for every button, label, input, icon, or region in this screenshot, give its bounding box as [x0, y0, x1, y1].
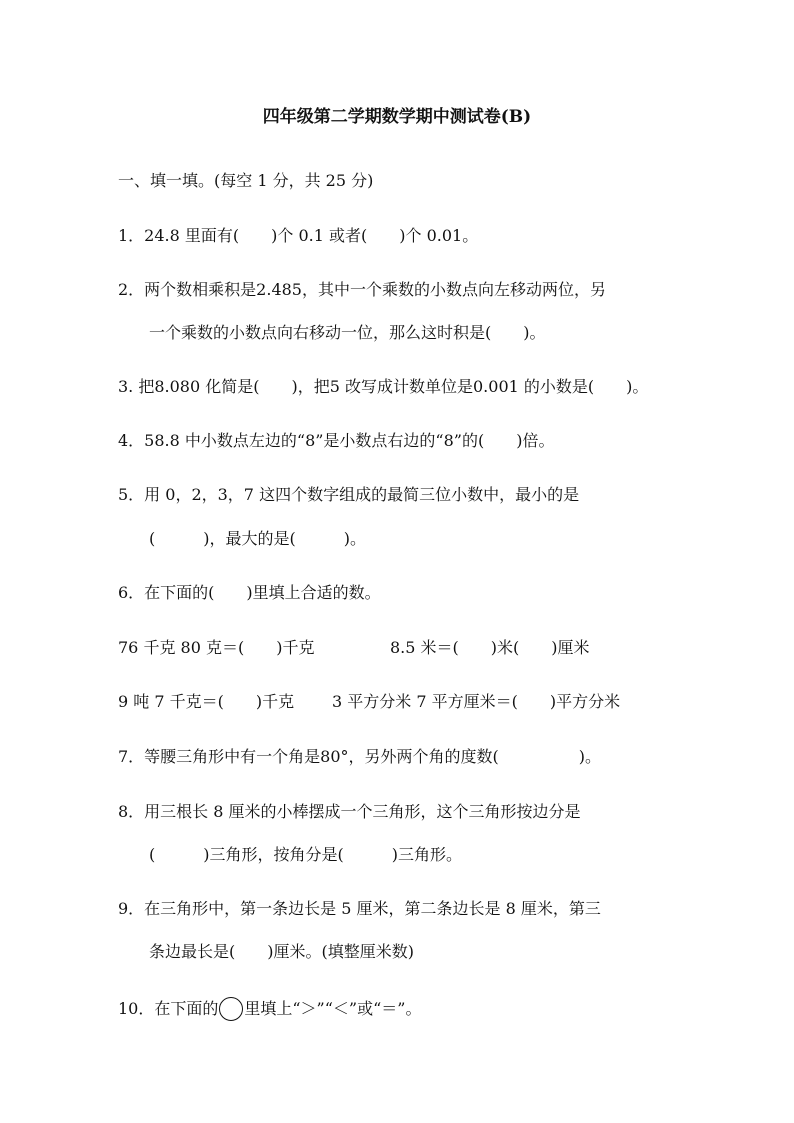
question-6-item-a: 76 千克 80 克＝( )千克: [118, 638, 315, 657]
question-7: 7．等腰三角形中有一个角是80°，另外两个角的度数( )。: [118, 747, 602, 766]
question-2-line-2: 一个乘数的小数点向右移动一位，那么这时积是( )。: [149, 323, 546, 342]
question-5-line-1: 5．用 0，2，3，7 这四个数字组成的最简三位小数中，最小的是: [118, 485, 580, 504]
section-heading: 一、填一填。(每空 1 分，共 25 分): [118, 171, 374, 190]
question-2-line-1: 2．两个数相乘积是2.485，其中一个乘数的小数点向左移动两位，另: [118, 280, 606, 299]
question-10-prefix: 10．在下面的: [118, 999, 219, 1018]
question-9-line-2: 条边最长是( )厘米。(填整厘米数): [149, 942, 414, 961]
question-3: 3. 把8.080 化简是( )，把5 改写成计数单位是0.001 的小数是( )。: [118, 377, 649, 396]
question-5-line-2: ( )，最大的是( )。: [149, 529, 366, 548]
question-8-line-1: 8．用三根长 8 厘米的小棒摆成一个三角形，这个三角形按边分是: [118, 802, 581, 821]
question-6-item-b: 8.5 米＝( )米( )厘米: [390, 638, 590, 657]
question-6-item-d: 3 平方分米 7 平方厘米＝( )平方分米: [332, 692, 621, 711]
question-4: 4．58.8 中小数点左边的“8”是小数点右边的“8”的( )倍。: [118, 431, 555, 450]
question-1: 1．24.8 里面有( )个 0.1 或者( )个 0.01。: [118, 226, 479, 245]
question-9-line-1: 9．在三角形中，第一条边长是 5 厘米，第二条边长是 8 厘米，第三: [118, 899, 601, 918]
comparison-circle-icon: [219, 997, 243, 1021]
question-8-line-2: ( )三角形，按角分是( )三角形。: [149, 845, 462, 864]
question-10-suffix: 里填上“＞”“＜”或“＝”。: [244, 999, 422, 1018]
exam-title: 四年级第二学期数学期中测试卷(B): [262, 107, 532, 127]
question-6: 6．在下面的( )里填上合适的数。: [118, 583, 381, 602]
question-10: [118, 997, 421, 1021]
question-6-item-c: 9 吨 7 千克＝( )千克: [118, 692, 295, 711]
